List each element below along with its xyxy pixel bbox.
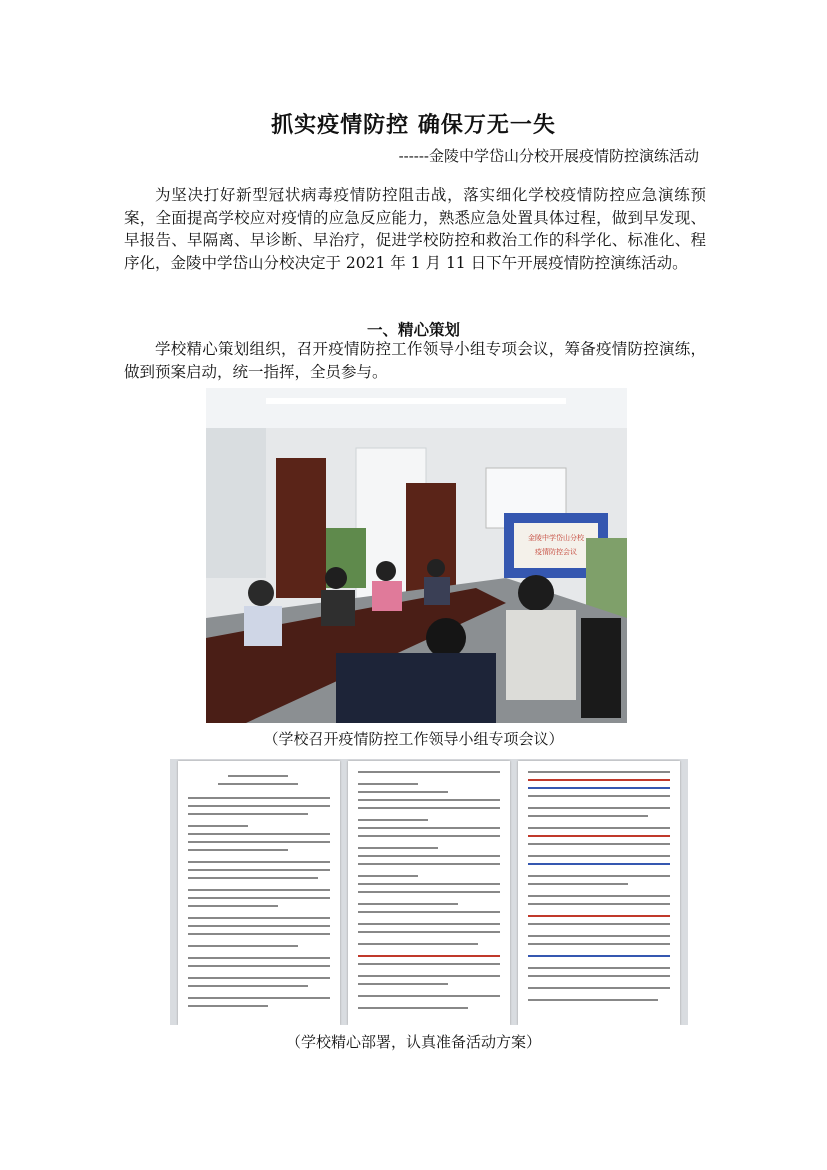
screen-text-line2: 疫情防控会议 — [535, 548, 577, 556]
section-paragraph: 学校精心策划组织，召开疫情防控工作领导小组专项会议，筹备疫情防控演练，做到预案启动，统一指挥，全员参与。 — [124, 340, 706, 381]
meeting-photo-illustration — [206, 388, 627, 723]
document-page-2 — [348, 761, 510, 1025]
document-page-3 — [518, 761, 680, 1025]
page-subtitle: ------金陵中学岱山分校开展疫情防控演练活动 — [398, 147, 699, 165]
section-heading: 一、精心策划 — [366, 320, 460, 339]
meeting-photo — [206, 388, 627, 723]
documents-caption: （学校精心部署，认真准备活动方案） — [285, 1033, 541, 1051]
page-title: 抓实疫情防控 确保万无一失 — [271, 113, 556, 138]
document-page-1 — [178, 761, 340, 1025]
intro-paragraph: 为坚决打好新型冠状病毒疫情防控阻击战，落实细化学校疫情防控应急演练预案，全面提高学校应对疫情的应急反应能力，熟悉应急处置具体过程，做到早发现、早报告、早隔离、早诊断、早治疗，促进学校防控和救治工作的科学化、标准化、程序化，金陵中学岱山分校决定于 2021 年 1 月 11 日下午开展疫情防控演练活动。 — [124, 186, 706, 272]
plan-documents-image — [170, 759, 688, 1025]
screen-text-line1: 金陵中学岱山分校 — [528, 534, 584, 542]
photo-caption: （学校召开疫情防控工作领导小组专项会议） — [263, 730, 564, 748]
